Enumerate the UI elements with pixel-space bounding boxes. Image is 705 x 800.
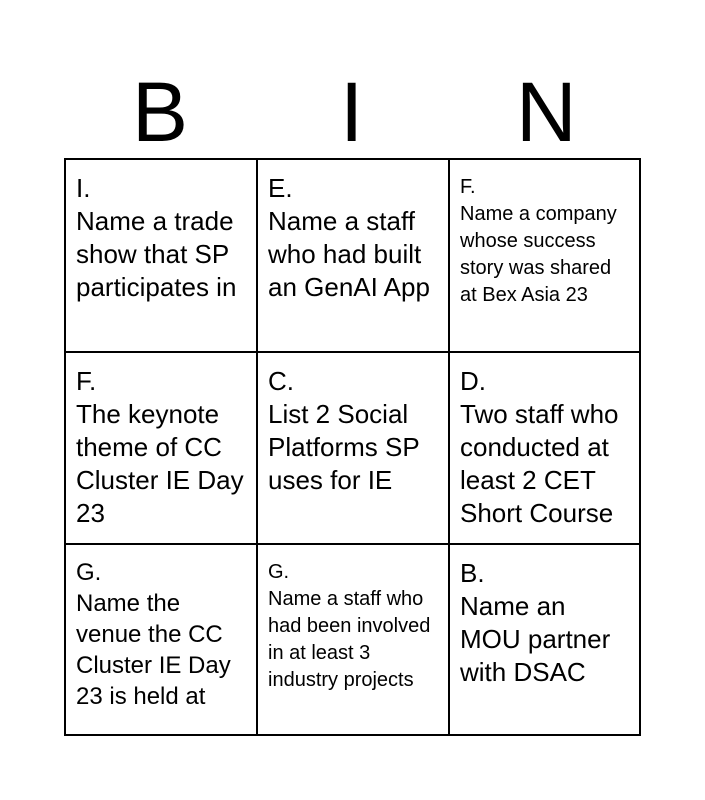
bingo-cell-r2c3[interactable] bbox=[450, 353, 639, 545]
cell-text: Two staff who conducted at least 2 CET Short Course bbox=[460, 399, 619, 528]
cell-text: The keynote theme of CC Cluster IE Day 23 bbox=[76, 399, 244, 528]
cell-code: D. bbox=[460, 366, 486, 396]
bingo-cell-r1c3[interactable] bbox=[450, 160, 639, 353]
bingo-cell-r1c2[interactable] bbox=[258, 160, 450, 353]
cell-text: Name a staff who had been involved in at least 3 industry projects bbox=[268, 588, 431, 691]
cell-text: Name a trade show that SP participates in bbox=[76, 206, 237, 302]
header-letter-b: B bbox=[132, 65, 189, 159]
header-letter-n: N bbox=[516, 65, 577, 159]
cell-code: B. bbox=[460, 558, 485, 588]
cell-text: Name a staff who had built an GenAI App bbox=[268, 206, 430, 302]
bingo-cell-r1c1[interactable] bbox=[66, 160, 258, 353]
cell-code: I. bbox=[76, 173, 91, 203]
bingo-cell-r2c2[interactable] bbox=[258, 353, 450, 545]
cell-code: G. bbox=[76, 559, 102, 586]
cell-text: Name an MOU partner with DSAC bbox=[460, 591, 611, 687]
cell-code: F. bbox=[460, 176, 476, 198]
cell-code: E. bbox=[268, 173, 293, 203]
bingo-grid bbox=[64, 158, 641, 736]
cell-code: G. bbox=[268, 561, 290, 583]
header-letter-i: I bbox=[340, 65, 364, 159]
cell-text: Name a company whose success story was shared at Bex Asia 23 bbox=[460, 203, 617, 306]
cell-code: F. bbox=[76, 366, 97, 396]
bingo-cell-r3c3[interactable] bbox=[450, 545, 639, 734]
bingo-cell-r3c1[interactable] bbox=[66, 545, 258, 734]
cell-text: Name the venue the CC Cluster IE Day 23 is held at bbox=[76, 590, 231, 710]
bingo-cell-r3c2[interactable] bbox=[258, 545, 450, 734]
cell-text: List 2 Social Platforms SP uses for IE bbox=[268, 399, 420, 495]
bingo-cell-r2c1[interactable] bbox=[66, 353, 258, 545]
bingo-header bbox=[0, 0, 705, 160]
cell-code: C. bbox=[268, 366, 294, 396]
